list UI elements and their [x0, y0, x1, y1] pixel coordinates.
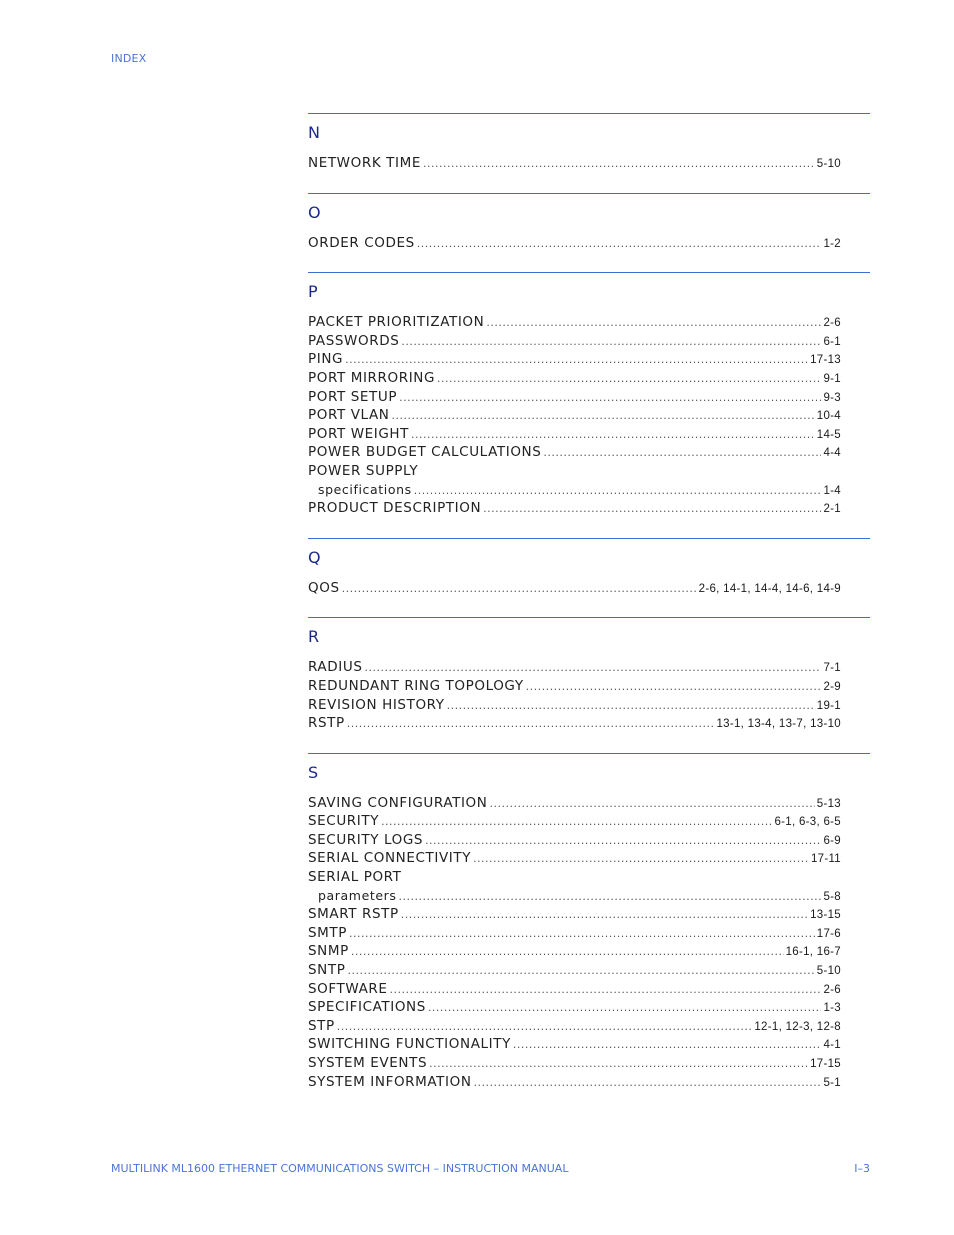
index-entry — [308, 905, 841, 924]
entry-page-reference[interactable]: 17-11 — [810, 853, 841, 866]
entry-page-reference[interactable]: 9-1 — [823, 372, 841, 385]
index-section-q — [308, 538, 870, 598]
dot-leader — [425, 832, 821, 850]
index-entry — [308, 369, 841, 388]
index-entry — [308, 154, 841, 173]
index-entry — [308, 499, 841, 518]
index-entry — [308, 388, 841, 407]
entry-term: SYSTEM EVENTS — [308, 1055, 428, 1071]
entry-term: PASSWORDS — [308, 332, 400, 349]
entry-page-reference[interactable]: 13-15 — [810, 909, 841, 922]
entry-page-reference[interactable]: 4-1 — [823, 1039, 841, 1052]
dot-leader — [543, 444, 821, 462]
dot-leader — [411, 426, 815, 444]
index-entry — [308, 313, 841, 332]
entry-page-reference[interactable]: 17-15 — [810, 1058, 841, 1070]
entry-term: SOFTWARE — [308, 980, 388, 997]
entry-term: SWITCHING FUNCTIONALITY — [308, 1036, 511, 1053]
entry-term: parameters — [318, 887, 397, 903]
entry-page-reference[interactable]: 17-6 — [816, 927, 841, 940]
entry-page-reference[interactable]: 5-8 — [823, 890, 841, 903]
entry-term: SAVING CONFIGURATION — [308, 794, 488, 811]
index-entry — [308, 234, 841, 253]
dot-leader — [392, 407, 815, 425]
entry-term: SECURITY LOGS — [308, 831, 424, 848]
entry-term: ORDER CODES — [308, 234, 415, 251]
entry-term: SERIAL CONNECTIVITY — [308, 850, 472, 867]
entry-page-reference[interactable]: 1-4 — [823, 484, 841, 497]
dot-leader — [381, 813, 772, 831]
index-entry — [308, 332, 841, 351]
entry-term: SMTP — [308, 924, 348, 941]
entry-term: POWER SUPPLY — [308, 462, 419, 479]
index-entry — [308, 462, 841, 481]
index-section-s — [308, 753, 870, 1092]
dot-leader — [473, 850, 809, 868]
index-entry — [308, 1054, 841, 1073]
entry-term: RADIUS — [308, 659, 363, 676]
index-entry — [308, 849, 841, 868]
entry-page-reference[interactable]: 6-1, 6-3, 6-5 — [774, 816, 841, 829]
running-footer — [111, 1162, 870, 1175]
index-entry — [308, 658, 841, 677]
dot-leader — [447, 697, 815, 715]
entry-term: PORT VLAN — [308, 407, 390, 424]
entry-page-reference[interactable]: 4-4 — [823, 447, 841, 460]
index-entry — [308, 350, 841, 369]
entry-term: PING — [308, 351, 344, 368]
dot-leader — [429, 1055, 808, 1073]
entry-page-reference[interactable]: 5-10 — [816, 965, 841, 978]
entry-term: SPECIFICATIONS — [308, 999, 426, 1016]
index-entry — [308, 868, 841, 887]
dot-leader — [390, 981, 822, 999]
entry-page-reference[interactable]: 9-3 — [823, 391, 841, 404]
entry-term: PORT SETUP — [308, 388, 398, 405]
dot-leader — [347, 962, 814, 980]
dot-leader — [526, 678, 822, 696]
entry-page-reference[interactable]: 17-13 — [810, 354, 841, 367]
entry-page-reference[interactable]: 7-1 — [823, 662, 841, 675]
index-subentry — [308, 887, 841, 906]
entry-page-reference[interactable]: 13-1, 13-4, 13-7, 13-10 — [716, 718, 841, 731]
entry-term: RSTP — [308, 715, 345, 732]
dot-leader — [351, 943, 784, 961]
index-entry — [308, 1073, 841, 1092]
section-letter: P — [308, 282, 318, 302]
entry-term: SERIAL PORT — [308, 869, 402, 886]
dot-leader — [399, 888, 822, 906]
dot-leader — [399, 389, 821, 407]
entry-term: SNTP — [308, 962, 346, 979]
index-section-p — [308, 272, 870, 518]
section-letter: O — [308, 202, 321, 222]
index-body — [308, 113, 870, 1111]
section-letter: Q — [308, 547, 321, 567]
dot-leader — [365, 659, 822, 677]
entry-term: SMART RSTP — [308, 906, 399, 923]
dot-leader — [401, 906, 808, 924]
entry-page-reference[interactable]: 14-5 — [816, 428, 841, 441]
entry-term: PORT MIRRORING — [308, 369, 436, 386]
entry-term: specifications — [318, 481, 412, 497]
entry-page-reference[interactable]: 19-1 — [816, 699, 841, 712]
index-section-r — [308, 617, 870, 732]
entry-term: PORT WEIGHT — [308, 425, 410, 442]
dot-leader — [337, 1018, 753, 1036]
entry-page-reference[interactable]: 10-4 — [816, 410, 841, 423]
entry-page-reference[interactable]: 5-10 — [816, 158, 841, 170]
index-entry — [308, 794, 841, 813]
dot-leader — [489, 795, 814, 813]
entry-page-reference[interactable]: 16-1, 16-7 — [785, 946, 841, 959]
footer-page-number: I–3 — [854, 1162, 870, 1175]
section-letter: R — [308, 627, 320, 647]
entry-page-reference[interactable]: 5-13 — [816, 797, 841, 810]
entry-term: PACKET PRIORITIZATION — [308, 314, 485, 331]
footer-title: MULTILINK ML1600 ETHERNET COMMUNICATIONS SWITCH – INSTRUCTION MANUAL — [111, 1162, 569, 1175]
index-entry — [308, 1017, 841, 1036]
entry-page-reference[interactable]: 2-9 — [823, 680, 841, 693]
entry-page-reference[interactable]: 6-9 — [823, 834, 841, 847]
dot-leader — [474, 1074, 822, 1092]
index-section-n — [308, 113, 870, 173]
entry-page-reference[interactable]: 5-1 — [823, 1076, 841, 1089]
index-entry — [308, 677, 841, 696]
index-entry — [308, 980, 841, 999]
entry-term: SNMP — [308, 943, 349, 960]
dot-leader — [401, 333, 821, 351]
index-entry — [308, 942, 841, 961]
index-entry — [308, 831, 841, 850]
dot-leader — [345, 351, 808, 369]
dot-leader — [437, 370, 821, 388]
entry-page-reference[interactable]: 2-6 — [823, 983, 841, 996]
entry-page-reference[interactable]: 2-6 — [823, 317, 841, 330]
entry-page-reference[interactable]: 1-2 — [823, 237, 841, 250]
index-entry — [308, 443, 841, 462]
entry-page-reference[interactable]: 1-3 — [823, 1002, 841, 1015]
index-entry — [308, 579, 841, 598]
index-entry — [308, 924, 841, 943]
entry-term: NETWORK TIME — [308, 155, 421, 171]
index-section-o — [308, 193, 870, 253]
dot-leader — [486, 314, 821, 332]
entry-term: PRODUCT DESCRIPTION — [308, 500, 482, 517]
dot-leader — [423, 155, 815, 173]
section-letter: N — [308, 123, 320, 142]
entry-page-reference[interactable]: 2-6, 14-1, 14-4, 14-6, 14-9 — [698, 582, 841, 595]
running-header: INDEX — [111, 52, 147, 65]
index-entry — [308, 714, 841, 733]
index-entry — [308, 961, 841, 980]
entry-term: REDUNDANT RING TOPOLOGY — [308, 677, 524, 694]
entry-page-reference[interactable]: 12-1, 12-3, 12-8 — [754, 1020, 841, 1033]
dot-leader — [417, 235, 822, 253]
index-entry — [308, 1035, 841, 1054]
dot-leader — [414, 482, 822, 500]
dot-leader — [483, 500, 821, 518]
entry-page-reference[interactable]: 6-1 — [823, 335, 841, 348]
index-subentry — [308, 481, 841, 500]
dot-leader — [349, 925, 815, 943]
dot-leader — [513, 1036, 822, 1054]
entry-term: SYSTEM INFORMATION — [308, 1073, 472, 1090]
dot-leader — [347, 715, 715, 733]
index-entry — [308, 696, 841, 715]
index-entry — [308, 406, 841, 425]
section-letter: S — [308, 762, 319, 782]
index-entry — [308, 998, 841, 1017]
index-entry — [308, 812, 841, 831]
entry-term: REVISION HISTORY — [308, 696, 445, 713]
dot-leader — [428, 999, 822, 1017]
dot-leader — [342, 580, 697, 598]
entry-term: SECURITY — [308, 813, 380, 830]
entry-term: STP — [308, 1017, 335, 1034]
index-entry — [308, 425, 841, 444]
entry-term: POWER BUDGET CALCULATIONS — [308, 444, 542, 461]
entry-page-reference[interactable]: 2-1 — [823, 503, 841, 516]
entry-term: QOS — [308, 579, 340, 596]
